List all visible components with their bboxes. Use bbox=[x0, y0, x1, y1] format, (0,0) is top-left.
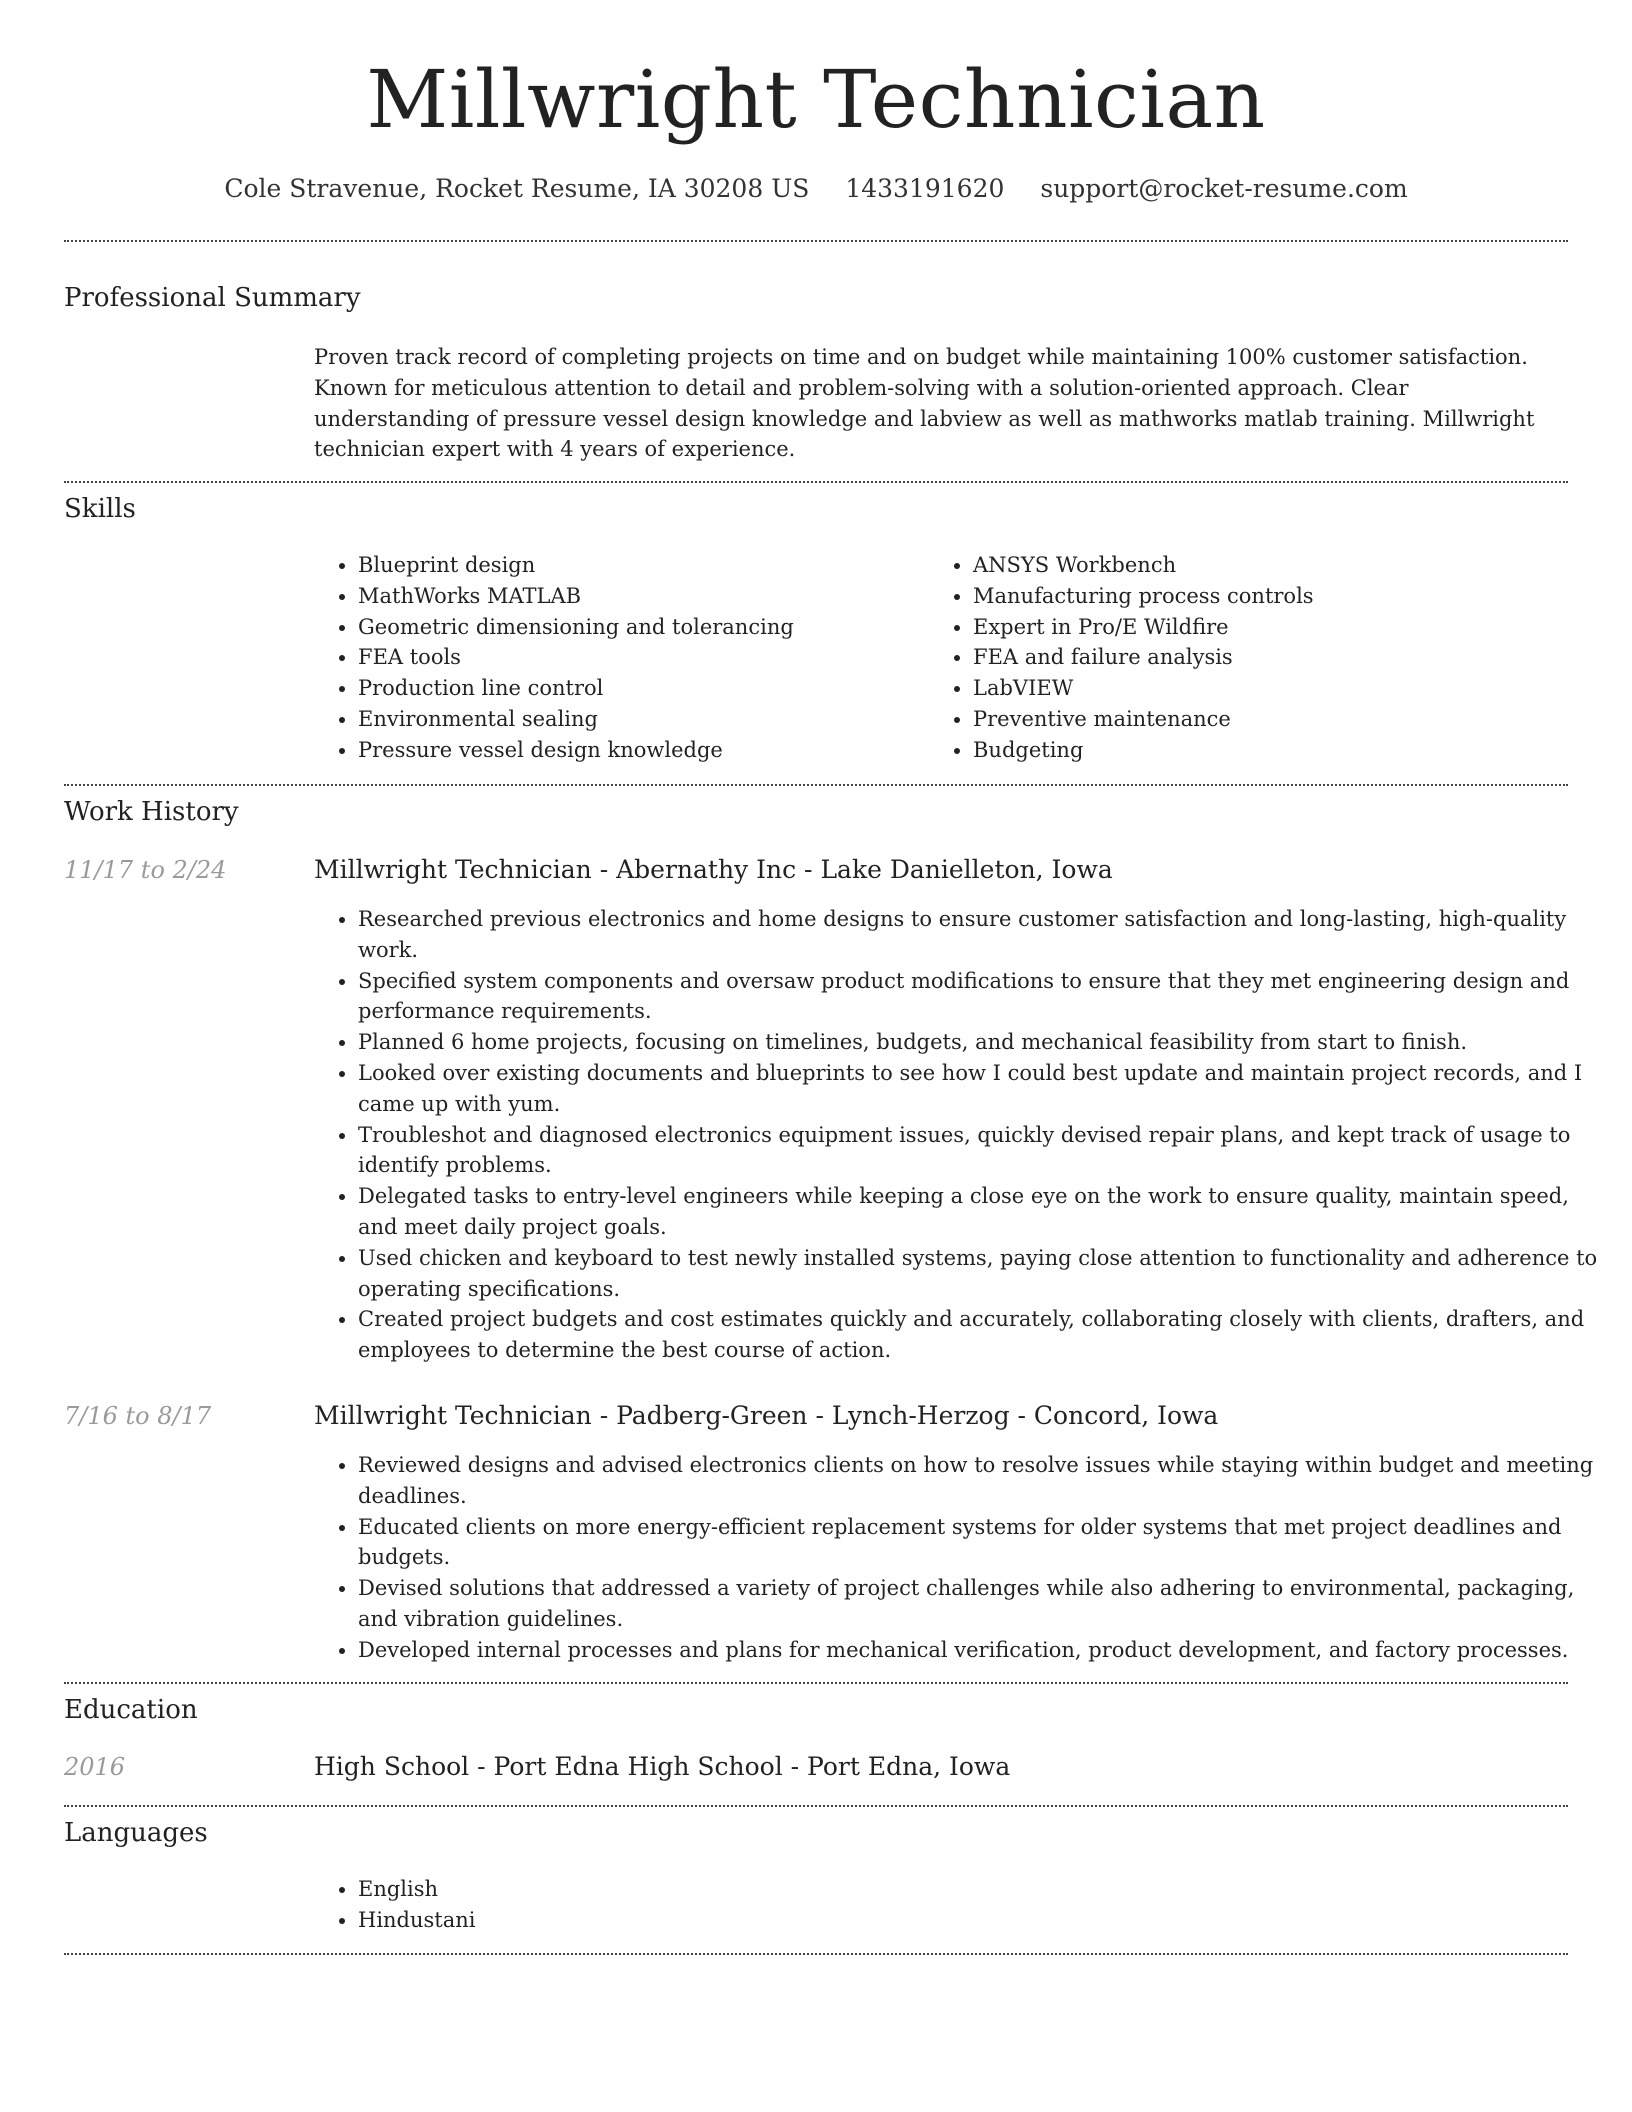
skill-item: • Production line control bbox=[358, 673, 918, 704]
section-title-work: Work History bbox=[64, 797, 239, 827]
job-heading: Millwright Technician - Abernathy Inc - Lake Danielleton, Iowa bbox=[314, 855, 1113, 884]
skills-list-left bbox=[314, 550, 918, 766]
section-title-languages: Languages bbox=[64, 1818, 208, 1848]
divider bbox=[64, 481, 1568, 483]
job-bullet: • Researched previous electronics and home designs to ensure customer satisfaction and long-lasting, high-quality work. bbox=[358, 904, 1612, 966]
skill-item: • Budgeting bbox=[973, 735, 1573, 766]
skill-item: • LabVIEW bbox=[973, 673, 1573, 704]
contact-phone: 1433191620 bbox=[845, 174, 1005, 203]
education-year: 2016 bbox=[64, 1753, 126, 1781]
job-bullet: • Devised solutions that addressed a variety of project challenges while also adhering to environmental, packaging, and vibration guidelines. bbox=[358, 1573, 1612, 1635]
language-item: • Hindustani bbox=[358, 1905, 958, 1936]
divider bbox=[64, 784, 1568, 786]
skill-item: • Geometric dimensioning and tolerancing bbox=[358, 612, 918, 643]
divider bbox=[64, 1953, 1568, 1955]
job-bullet: • Created project budgets and cost estimates quickly and accurately, collaborating closely with clients, drafters, and employees to determine the best course of action. bbox=[358, 1304, 1612, 1366]
section-title-skills: Skills bbox=[64, 494, 136, 524]
job-bullet: • Troubleshot and diagnosed electronics equipment issues, quickly devised repair plans, and kept track of usage to identify problems. bbox=[358, 1120, 1612, 1182]
divider bbox=[64, 1682, 1568, 1684]
job-dates: 7/16 to 8/17 bbox=[64, 1402, 212, 1430]
job-bullets bbox=[314, 1450, 1612, 1666]
skill-item: • FEA and failure analysis bbox=[973, 642, 1573, 673]
job-bullet: • Delegated tasks to entry-level engineers while keeping a close eye on the work to ensure quality, maintain speed, and meet daily project goals. bbox=[358, 1181, 1612, 1243]
languages-list bbox=[314, 1874, 958, 1936]
contact-address: Cole Stravenue, Rocket Resume, IA 30208 US bbox=[224, 174, 810, 203]
job-bullet: • Looked over existing documents and blueprints to see how I could best update and maintain project records, and I came up with yum. bbox=[358, 1058, 1612, 1120]
job-bullet: • Used chicken and keyboard to test newly installed systems, paying close attention to functionality and adherence to operating specifications. bbox=[358, 1243, 1612, 1305]
resume-name: Millwright Technician bbox=[366, 53, 1266, 146]
language-item: • English bbox=[358, 1874, 958, 1905]
job-bullet: • Specified system components and oversaw product modifications to ensure that they met engineering design and performance requirements. bbox=[358, 966, 1612, 1028]
contact-email[interactable]: support@rocket-resume.com bbox=[1040, 174, 1408, 203]
job-heading: Millwright Technician - Padberg-Green - Lynch-Herzog - Concord, Iowa bbox=[314, 1401, 1219, 1430]
skill-item: • Expert in Pro/E Wildfire bbox=[973, 612, 1573, 643]
job-bullets bbox=[314, 904, 1612, 1366]
skills-list-right bbox=[929, 550, 1573, 766]
contact-line bbox=[0, 171, 1632, 207]
skill-item: • FEA tools bbox=[358, 642, 918, 673]
job-dates: 11/17 to 2/24 bbox=[64, 856, 227, 884]
section-title-education: Education bbox=[64, 1695, 198, 1725]
skill-item: • Blueprint design bbox=[358, 550, 918, 581]
divider bbox=[64, 240, 1568, 242]
job-bullet: • Developed internal processes and plans for mechanical verification, product development, and factory processes. bbox=[358, 1635, 1612, 1666]
skill-item: • Preventive maintenance bbox=[973, 704, 1573, 735]
job-bullet: • Educated clients on more energy-efficient replacement systems for older systems that met project deadlines and budgets. bbox=[358, 1512, 1612, 1574]
skill-item: • ANSYS Workbench bbox=[973, 550, 1573, 581]
skill-item: • Environmental sealing bbox=[358, 704, 918, 735]
section-title-summary: Professional Summary bbox=[64, 283, 361, 313]
job-bullet: • Planned 6 home projects, focusing on timelines, budgets, and mechanical feasibility from start to finish. bbox=[358, 1027, 1612, 1058]
skill-item: • Manufacturing process controls bbox=[973, 581, 1573, 612]
skill-item: • Pressure vessel design knowledge bbox=[358, 735, 918, 766]
divider bbox=[64, 1805, 1568, 1807]
education-heading: High School - Port Edna High School - Port Edna, Iowa bbox=[314, 1752, 1011, 1781]
summary-text: Proven track record of completing projects on time and on budget while maintaining 100% customer satisfaction. Known for meticulous attention to detail and problem-solving with a solution-oriented approach. Clear understanding of pressure vessel design knowledge and labview as well as mathworks matlab training. Millwright technician expert with 4 years of experience. bbox=[314, 345, 1535, 462]
job-bullet: • Reviewed designs and advised electronics clients on how to resolve issues while staying within budget and meeting deadlines. bbox=[358, 1450, 1612, 1512]
skill-item: • MathWorks MATLAB bbox=[358, 581, 918, 612]
